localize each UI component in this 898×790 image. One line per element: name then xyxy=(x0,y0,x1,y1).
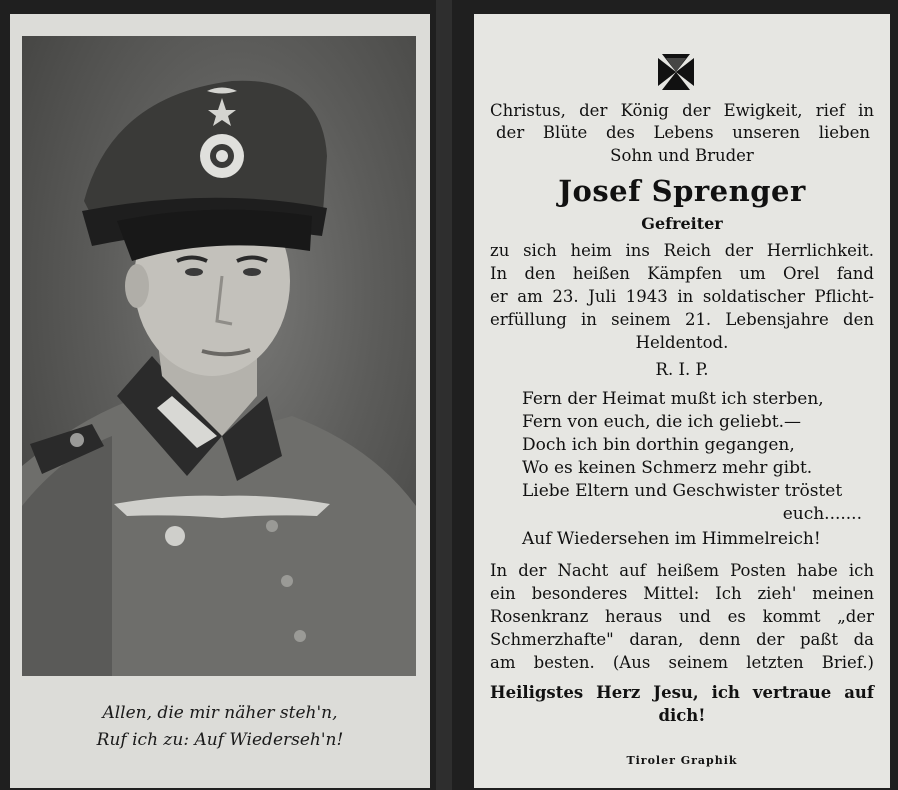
body-line-4: erfüllung in seinem 21. Lebensjahre den xyxy=(490,310,874,329)
intro-line-3: Sohn und Bruder xyxy=(610,146,754,165)
letter-line-5: am besten. (Aus seinem letzten Brief.) xyxy=(490,653,874,672)
front-verse-line-1: Allen, die mir näher steh'n, xyxy=(102,703,338,723)
front-verse-line-2: Ruf ich zu: Auf Wiederseh'n! xyxy=(96,730,344,750)
body-line-5: Heldentod. xyxy=(635,333,729,352)
letter-line-1: In der Nacht auf heißem Posten habe ich xyxy=(490,561,874,580)
intro-line-2: der Blüte des Lebens unseren lieben xyxy=(496,123,870,142)
poem-line-1: Fern der Heimat mußt ich sterben, xyxy=(522,389,824,409)
letter-line-4: Schmerzhafte" daran, denn der paßt da xyxy=(490,630,874,649)
rip-text: R. I. P. xyxy=(655,360,709,379)
military-rank: Gefreiter xyxy=(641,214,723,233)
iron-cross-icon xyxy=(656,52,696,92)
memorial-card-front xyxy=(0,0,436,790)
poem-line-3: Doch ich bin dorthin gegangen, xyxy=(522,435,795,455)
letter-line-3: Rosenkranz heraus und es kommt „der xyxy=(490,607,874,626)
card-back-paper xyxy=(474,14,890,788)
prayer-line-2: dich! xyxy=(658,706,706,725)
front-verse xyxy=(10,700,430,754)
card-front-paper xyxy=(10,14,430,788)
soldier-portrait-illustration xyxy=(22,36,416,676)
body-line-1: zu sich heim ins Reich der Herrlichkeit. xyxy=(490,241,874,260)
memorial-card-back xyxy=(452,0,898,790)
body-line-3: er am 23. Juli 1943 in soldatischer Pflicht- xyxy=(490,287,874,306)
prayer-line-1: Heiligstes Herz Jesu, ich vertraue auf xyxy=(490,683,874,702)
printer-credit: Tiroler Graphik xyxy=(626,754,738,767)
poem-line-7: Auf Wiedersehen im Himmelreich! xyxy=(522,529,821,549)
poem-line-5: Liebe Eltern und Geschwister tröstet xyxy=(522,481,843,501)
body-line-2: In den heißen Kämpfen um Orel fand xyxy=(490,264,874,283)
poem-line-2: Fern von euch, die ich geliebt.— xyxy=(522,412,801,432)
poem-line-6: euch....... xyxy=(782,504,862,524)
intro-line-1: Christus, der König der Ewigkeit, rief in xyxy=(490,101,874,120)
letter-line-2: ein besonderes Mittel: Ich zieh' meinen xyxy=(490,584,874,603)
poem-line-4: Wo es keinen Schmerz mehr gibt. xyxy=(522,458,813,478)
soldier-portrait-photo xyxy=(22,36,416,676)
deceased-name: Josef Sprenger xyxy=(558,174,806,208)
